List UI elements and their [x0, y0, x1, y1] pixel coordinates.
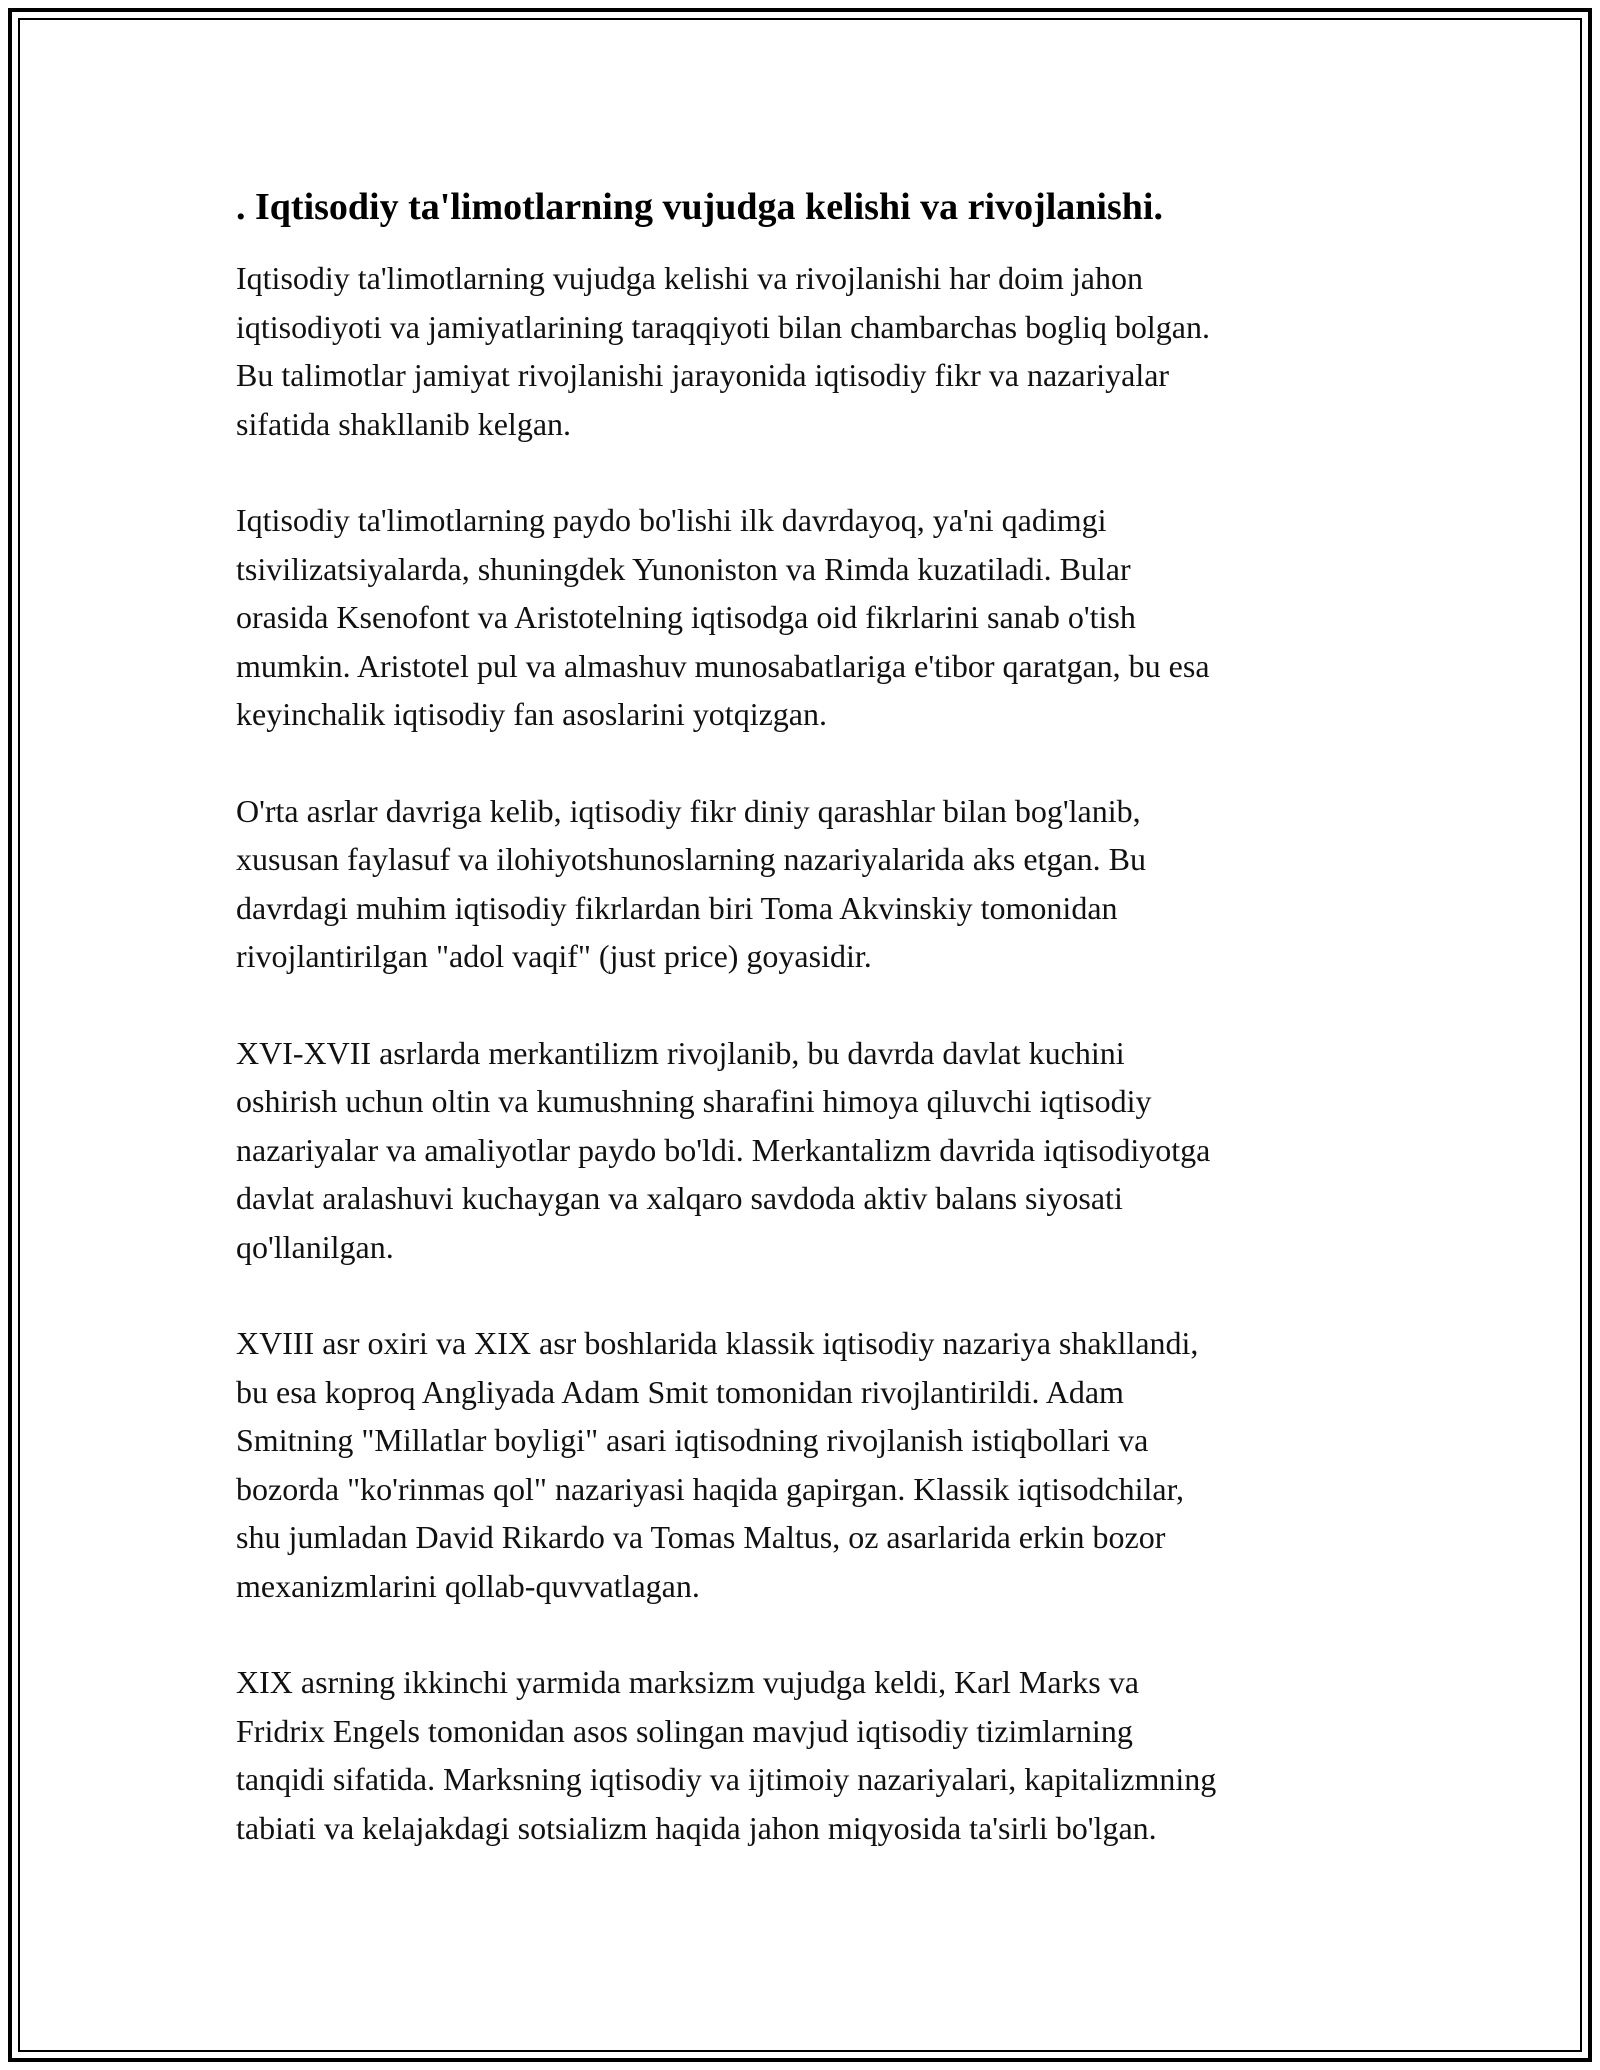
paragraph-line: orasida Ksenofont va Aristotelning iqtisodga oid fikrlarini sanab o'tish — [236, 599, 1136, 635]
paragraph-line: XVI-XVII asrlarda merkantilizm rivojlanib, bu davrda davlat kuchini — [236, 1034, 1125, 1071]
paragraph-line: rivojlantirilgan "adol vaqif" (just price) goyasidir. — [236, 938, 872, 974]
paragraph-line: tanqidi sifatida. Marksning iqtisodiy va ijtimoiy nazariyalari, kapitalizmning — [236, 1761, 1217, 1797]
paragraph-line: bu esa koproq Angliyada Adam Smit tomonidan rivojlantirildi. Adam — [236, 1373, 1124, 1410]
paragraph-6 — [236, 1658, 1371, 1852]
paragraph-line: Iqtisodiy ta'limotlarning paydo bo'lishi ilk davrdayoq, ya'ni qadimgi — [236, 502, 1107, 538]
paragraph-line: tabiati va kelajakdagi sotsializm haqida jahon miqyosida ta'sirli bo'lgan. — [236, 1809, 1157, 1846]
paragraph-line: iqtisodiyoti va jamiyatlarining taraqqiyoti bilan chambarchas bogliq bolgan. — [236, 308, 1210, 345]
paragraph-line: mumkin. Aristotel pul va almashuv munosabatlariga e'tibor qaratgan, bu esa — [236, 647, 1210, 684]
paragraph-line: qo'llanilgan. — [236, 1228, 394, 1265]
paragraph-5 — [236, 1319, 1371, 1610]
document-body — [236, 182, 1371, 1900]
paragraph-line: oshirish uchun oltin va kumushning sharafini himoya qiluvchi iqtisodiy — [236, 1083, 1152, 1119]
paragraph-line: tsivilizatsiyalarda, shuningdek Yunoniston va Rimda kuzatiladi. Bular — [236, 550, 1131, 587]
paragraph-line: XVIII asr oxiri va XIX asr boshlarida klassik iqtisodiy nazariya shakllandi, — [236, 1325, 1199, 1361]
paragraph-line: mexanizmlarini qollab-quvvatlagan. — [236, 1567, 700, 1604]
paragraph-line: sifatida shakllanib kelgan. — [236, 405, 572, 442]
paragraph-line: xususan faylasuf va ilohiyotshunoslarning nazariyalarida aks etgan. Bu — [236, 841, 1146, 877]
paragraph-line: davlat aralashuvi kuchaygan va xalqaro savdoda aktiv balans siyosati — [236, 1180, 1123, 1216]
document-title: . Iqtisodiy ta'limotlarning vujudga kelishi va rivojlanishi. — [236, 186, 1163, 228]
paragraph-line: bozorda "ko'rinmas qol" nazariyasi haqida gapirgan. Klassik iqtisodchilar, — [236, 1470, 1184, 1507]
paragraph-line: O'rta asrlar davriga kelib, iqtisodiy fikr diniy qarashlar bilan bog'lanib, — [236, 792, 1141, 829]
paragraph-line: Fridrix Engels tomonidan asos solingan mavjud iqtisodiy tizimlarning — [236, 1712, 1133, 1749]
paragraph-line: keyinchalik iqtisodiy fan asoslarini yotqizgan. — [236, 696, 827, 732]
paragraph-line: davrdagi muhim iqtisodiy fikrlardan biri Toma Akvinskiy tomonidan — [236, 889, 1118, 926]
paragraph-line: XIX asrning ikkinchi yarmida marksizm vujudga keldi, Karl Marks va — [236, 1664, 1139, 1700]
paragraph-line: Iqtisodiy ta'limotlarning vujudga kelishi va rivojlanishi har doim jahon — [236, 260, 1143, 296]
paragraph-3 — [236, 787, 1371, 981]
paragraph-line: nazariyalar va amaliyotlar paydo bo'ldi. Merkantalizm davrida iqtisodiyotga — [236, 1131, 1211, 1168]
paragraph-line: shu jumladan David Rikardo va Tomas Maltus, oz asarlarida erkin bozor — [236, 1519, 1166, 1555]
paragraph-4 — [236, 1029, 1371, 1272]
paragraph-line: Bu talimotlar jamiyat rivojlanishi jarayonida iqtisodiy fikr va nazariyalar — [236, 357, 1170, 393]
paragraph-line: Smitning "Millatlar boyligi" asari iqtisodning rivojlanish istiqbollari va — [236, 1422, 1149, 1458]
paragraph-2 — [236, 496, 1371, 739]
paragraph-1 — [236, 254, 1371, 448]
